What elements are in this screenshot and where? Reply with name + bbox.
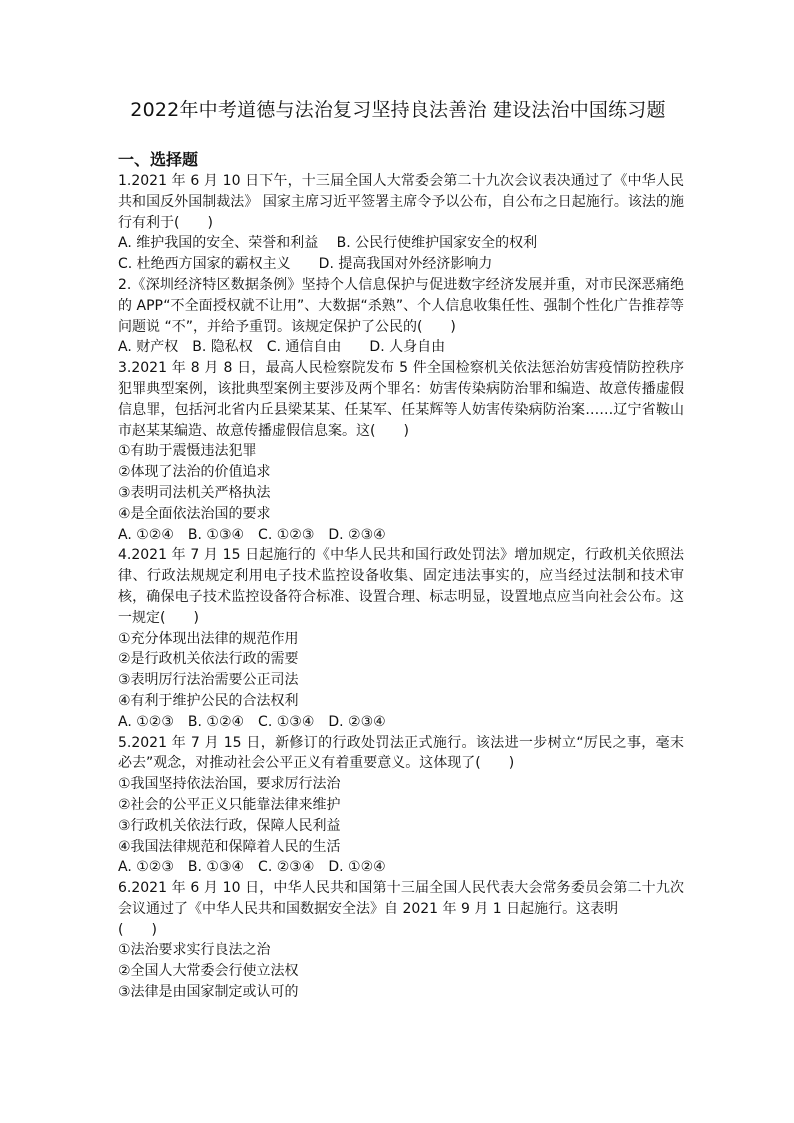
question-4-options: A. ①②③ B. ①②④ C. ①③④ D. ②③④ <box>118 713 386 730</box>
question-2-stem: 2.《深圳经济特区数据条例》坚持个人信息保护与促进数字经济发展并重，对市民深恶痛绝的 APP“不全面授权就不让用”、大数据“杀熟”、个人信息收集任性、强制个性化广告推荐等问题说 “不”，并给予重罚。该规定保护了公民的( ) <box>118 276 684 335</box>
question-1-options-ab: A. 维护我国的安全、荣誉和利益 B. 公民行使维护国家安全的权利 <box>118 235 538 252</box>
question-5-item-1: ①我国坚持依法治国，要求厉行法治 <box>118 776 341 793</box>
question-3-item-3: ③表明司法机关严格执法 <box>118 484 271 501</box>
question-4-item-1: ①充分体现出法律的规范作用 <box>118 630 299 647</box>
question-5-item-3: ③行政机关依法行政，保障人民利益 <box>118 817 341 834</box>
question-body <box>118 171 684 1003</box>
question-4-item-3: ③表明厉行法治需要公正司法 <box>118 672 299 689</box>
question-3-item-1: ①有助于震慑违法犯罪 <box>118 443 257 460</box>
question-4-item-4: ④有利于维护公民的合法权利 <box>118 692 299 709</box>
question-6-blank: ( ) <box>118 921 157 938</box>
question-6-item-3: ③法律是由国家制定或认可的 <box>118 984 299 1001</box>
question-6-stem: 6.2021 年 6 月 10 日，中华人民共和国第十三届全国人民代表大会常务委员会第二十九次会议通过了《中华人民共和国数据安全法》自 2021 年 9 月 1 日起施行。这表明 <box>118 880 684 917</box>
question-3-item-2: ②体现了法治的价值追求 <box>118 464 271 481</box>
question-3-stem: 3.2021 年 8 月 8 日，最高人民检察院发布 5 件全国检察机关依法惩治妨害疫情防控秩序犯罪典型案例，该批典型案例主要涉及两个罪名：妨害传染病防治罪和编造、故意传播虚假信息罪，包括河北省内丘县梁某某、任某军、任某辉等人妨害传染病防治案……辽宁省鞍山市赵某某编造、故意传播虚假信息案。这( ) <box>118 360 684 439</box>
question-5-item-4: ④我国法律规范和保障着人民的生活 <box>118 838 341 855</box>
question-1-stem: 1.2021 年 6 月 10 日下午，十三届全国人大常委会第二十九次会议表决通过了《中华人民共和国反外国制裁法》 国家主席习近平签署主席令予以公布，自公布之日起施行。该法的施行有利于( ) <box>118 173 684 231</box>
question-3-item-4: ④是全面依法治国的要求 <box>118 505 271 522</box>
question-5-stem: 5.2021 年 7 月 15 日，新修订的行政处罚法正式施行。该法进一步树立“厉民之事，毫末必去”观念，对推动社会公平正义有着重要意义。这体现了( ) <box>118 734 684 772</box>
question-6-item-2: ②全国人大常委会行使立法权 <box>118 963 299 980</box>
question-2-options: A. 财产权 B. 隐私权 C. 通信自由 D. 人身自由 <box>118 339 446 356</box>
question-5-options: A. ①②③ B. ①③④ C. ②③④ D. ①②④ <box>118 859 386 876</box>
question-6-item-1: ①法治要求实行良法之治 <box>118 942 271 959</box>
question-1-options-cd: C. 杜绝西方国家的霸权主义 D. 提高我国对外经济影响力 <box>118 256 493 273</box>
document-title: 2022年中考道德与法治复习坚持良法善治 建设法治中国练习题 <box>130 99 666 121</box>
question-3-options: A. ①②④ B. ①③④ C. ①②③ D. ②③④ <box>118 526 386 543</box>
question-4-stem: 4.2021 年 7 月 15 日起施行的《中华人民共和国行政处罚法》增加规定，行政机关依照法律、行政法规规定利用电子技术监控设备收集、固定违法事实的，应当经过法制和技术审核，确保电子技术监控设备符合标准、设置合理、标志明显，设置地点应当向社会公布。这一规定( ) <box>118 547 684 626</box>
question-4-item-2: ②是行政机关依法行政的需要 <box>118 651 299 668</box>
section-heading: 一、选择题 <box>118 150 199 169</box>
question-5-item-2: ②社会的公平正义只能靠法律来维护 <box>118 796 341 813</box>
